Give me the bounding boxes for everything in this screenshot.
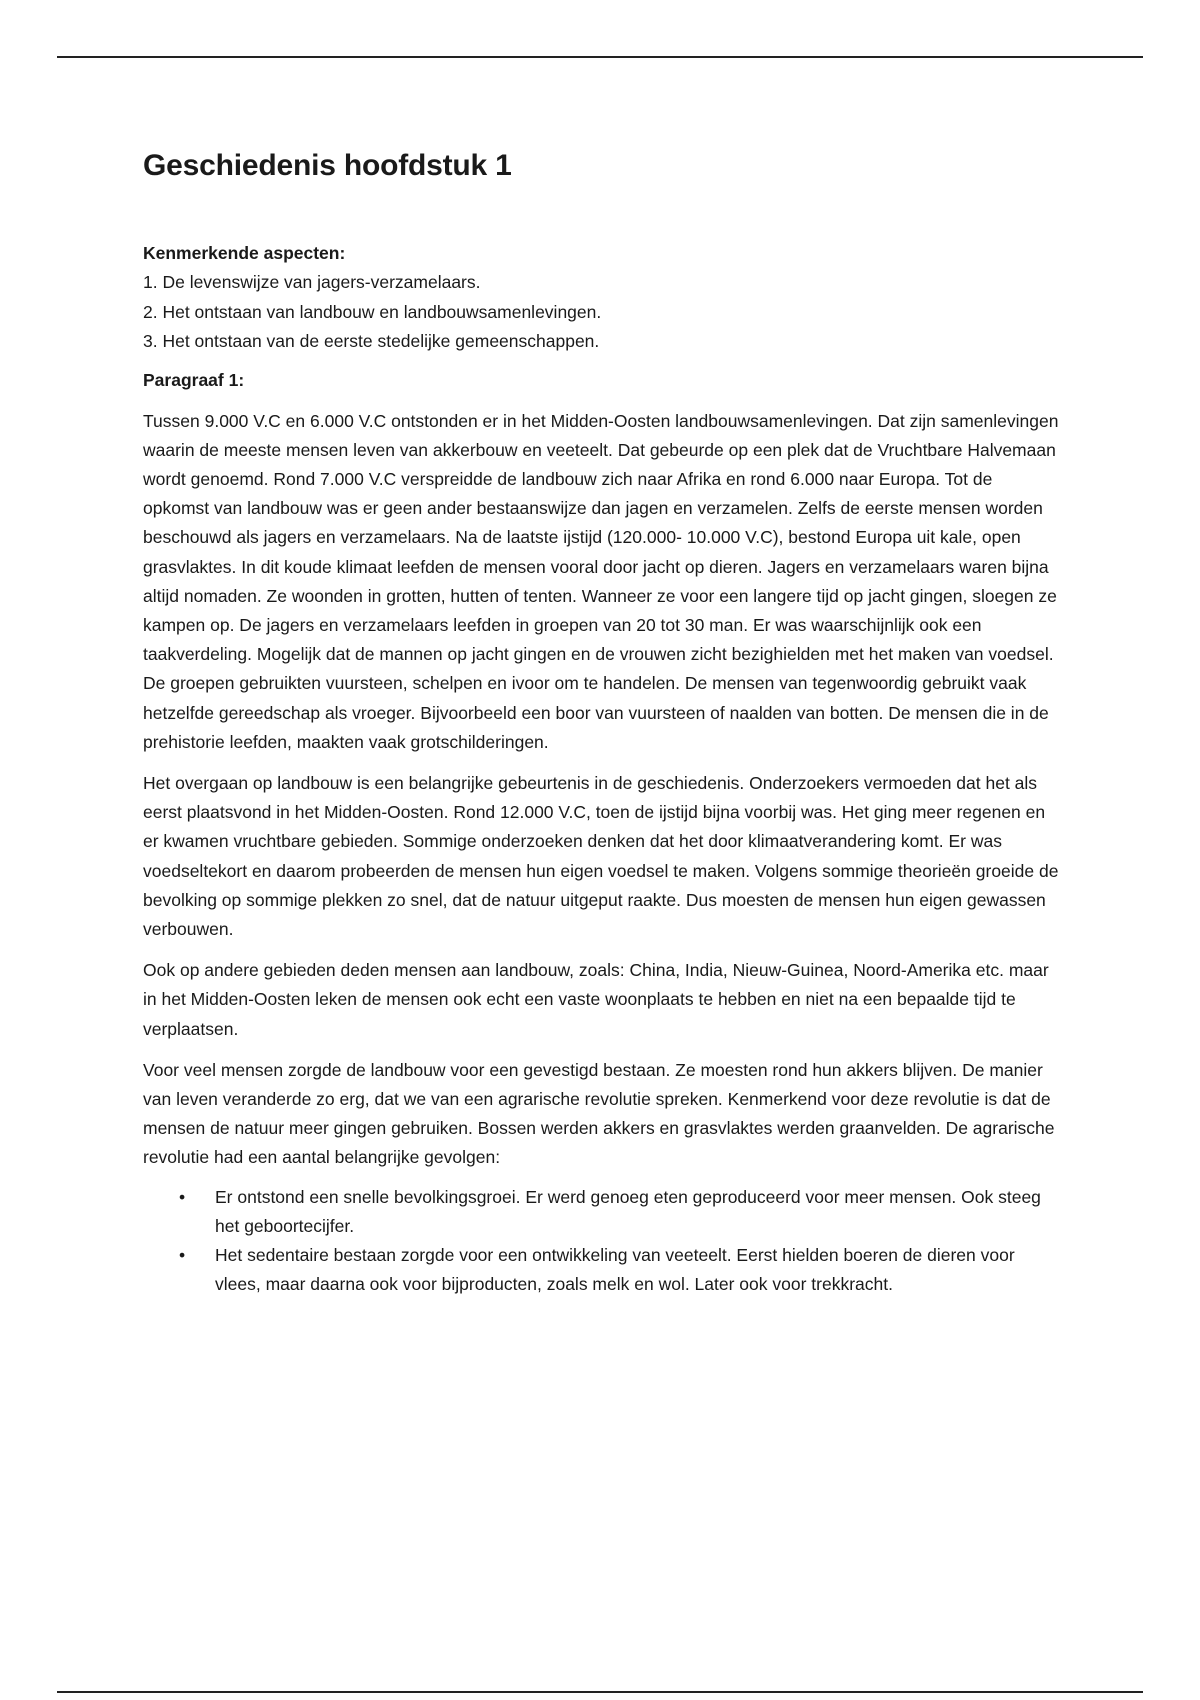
list-item-text: Het sedentaire bestaan zorgde voor een ontwikkeling van veeteelt. Eerst hielden boeren de dieren voor vlees, maar daarna ook voor bijproducten, zoals melk en wol. Later ook voor trekkracht. [215, 1244, 1015, 1295]
list-item-text: Er ontstond een snelle bevolkingsgroei. Er werd genoeg eten geproduceerd voor meer mensen. Ook steeg het geboortecijfer. [215, 1186, 1041, 1236]
aspect-item: 3. Het ontstaan van de eerste stedelijke gemeenschappen. [143, 331, 600, 351]
aspect-item: 1. De levenswijze van jagers-verzamelaars. [143, 272, 481, 292]
footer-rule [57, 1691, 1143, 1693]
consequences-list [143, 1183, 1063, 1300]
bullet-icon: • [179, 1186, 186, 1207]
paragraph: Ook op andere gebieden deden mensen aan landbouw, zoals: China, India, Nieuw-Guinea, Noord-Amerika etc. maar in het Midden-Oosten leken de mensen ook echt een vaste woonplaats te hebben en niet na een bepaalde tijd te verplaatsen. [143, 960, 1049, 1039]
paragraph: Het overgaan op landbouw is een belangrijke gebeurtenis in de geschiedenis. Onderzoekers vermoeden dat het als eerst plaatsvond in het Midden-Oosten. Rond 12.000 V.C, toen de ijstijd bijna voorbij was. Het ging meer regenen en er kwamen vruchtbare gebieden. Sommige onderzoeken denken dat het door klimaatverandering komt. Er was voedseltekort en daarom probeerden de mensen hun eigen voedsel te maken. Volgens sommige theorieën groeide de bevolking op sommige plekken zo snel, dat de natuur uitgeput raakte. Dus moesten de mensen hun eigen gewassen verbouwen. [143, 772, 1059, 939]
aspects-heading: Kenmerkende aspecten: [143, 243, 346, 263]
document-body [143, 146, 1063, 1299]
document-title: Geschiedenis hoofdstuk 1 [143, 149, 512, 182]
section-heading: Paragraaf 1: [143, 369, 245, 390]
header-rule [57, 56, 1143, 58]
list-item [179, 1241, 1063, 1299]
paragraph: Voor veel mensen zorgde de landbouw voor een gevestigd bestaan. Ze moesten rond hun akkers blijven. De manier van leven veranderde zo erg, dat we van een agrarische revolutie spreken. Kenmerkend voor deze revolutie is dat de mensen de natuur meer gingen gebruiken. Bossen werden akkers en grasvlaktes werden graanvelden. De agrarische revolutie had een aantal belangrijke gevolgen: [143, 1059, 1055, 1168]
aspect-item: 2. Het ontstaan van landbouw en landbouwsamenlevingen. [143, 301, 602, 322]
bullet-icon: • [179, 1244, 186, 1265]
paragraph: Tussen 9.000 V.C en 6.000 V.C ontstonden er in het Midden-Oosten landbouwsamenlevingen. Dat zijn samenlevingen waarin de meeste mensen leven van akkerbouw en veeteelt. Dat gebeurde op een plek dat de Vruchtbare Halvemaan wordt genoemd. Rond 7.000 V.C verspreidde de landbouw zich naar Afrika en rond 6.000 naar Europa. Tot de opkomst van landbouw was er geen ander bestaanswijze dan jagen en verzamelen. Zelfs de eerste mensen worden beschouwd als jagers en verzamelaars. Na de laatste ijstijd (120.000- 10.000 V.C), bestond Europa uit kale, open grasvlaktes. In dit koude klimaat leefden de mensen vooral door jacht op dieren. Jagers en verzamelaars waren bijna altijd nomaden. Ze woonden in grotten, hutten of tenten. Wanneer ze voor een langere tijd op jacht gingen, sloegen ze kampen op. De jagers en verzamelaars leefden in groepen van 20 tot 30 man. Er was waarschijnlijk ook een taakverdeling. Mogelijk dat de mannen op jacht gingen en de vrouwen zicht bezighielden met het maken van voedsel. De groepen gebruikten vuursteen, schelpen en ivoor om te handelen. De mensen van tegenwoordig gebruikt vaak hetzelfde gereedschap als vroeger. Bijvoorbeeld een boor van vuursteen of naalden van botten. De mensen die in de prehistorie leefden, maakten vaak grotschilderingen. [143, 410, 1059, 752]
list-item [179, 1183, 1063, 1241]
aspects-list [143, 268, 1063, 357]
